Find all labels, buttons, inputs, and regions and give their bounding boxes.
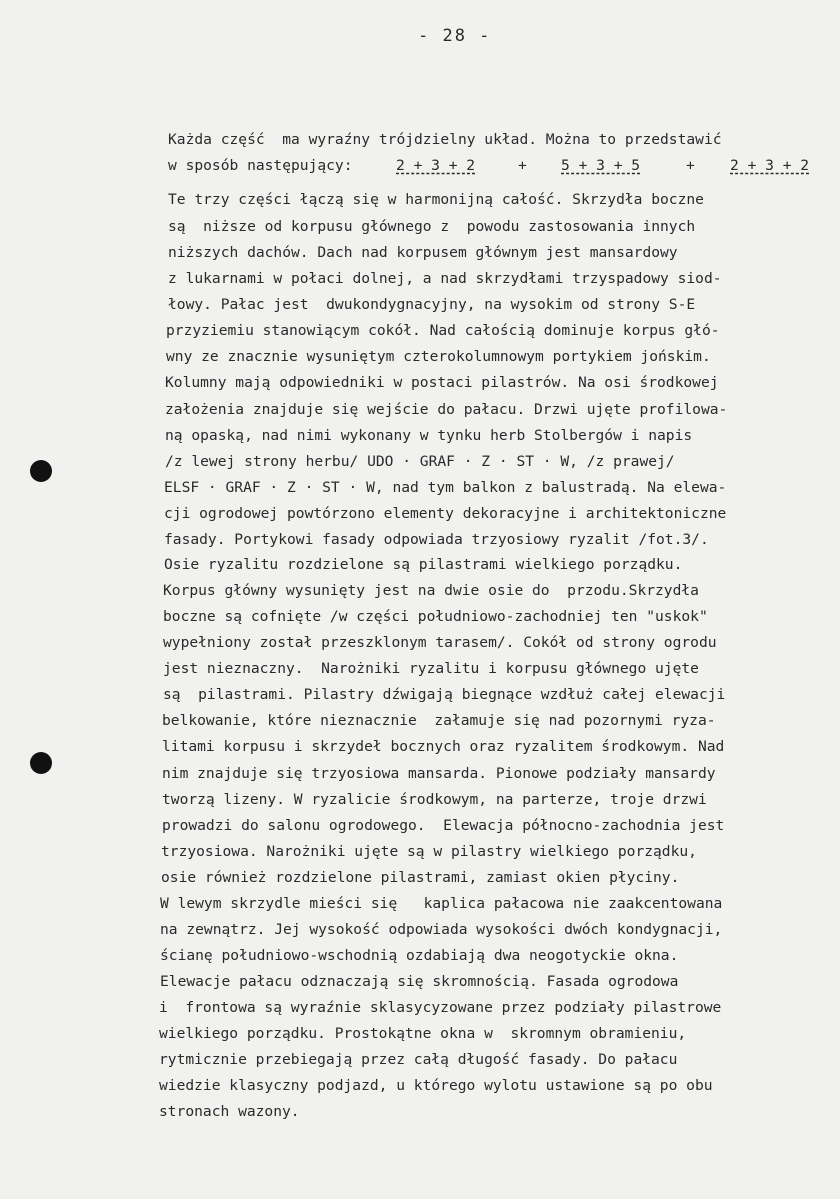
text-line: Te trzy części łączą się w harmonijną całość. Skrzydła boczne — [168, 191, 704, 208]
page-number: - 28 - — [418, 26, 492, 46]
text-line: rytmicznie przebiegają przez całą długość fasady. Do pałacu — [159, 1051, 678, 1068]
text-line: niższych dachów. Dach nad korpusem głównym jest mansardowy — [168, 244, 678, 261]
text-line: są niższe od korpusu głównego z powodu zastosowania innych — [168, 218, 696, 235]
text-line: osie również rozdzielone pilastrami, zamiast okien płyciny. — [161, 869, 680, 886]
text-line: cji ogrodowej powtórzono elementy dekoracyjne i architektoniczne — [164, 505, 727, 522]
text-line: wny ze znacznie wysuniętym czterokolumnowym portykiem jońskim. — [166, 348, 711, 365]
text-line: fasady. Portykowi fasady odpowiada trzyosiowy ryzalit /fot.3/. — [164, 531, 709, 548]
text-line: stronach wazony. — [159, 1103, 300, 1120]
formula-part-a: 2 + 3 + 2 — [396, 157, 476, 174]
text-line: przyziemiu stanowiącym cokół. Nad całością dominuje korpus głó- — [166, 322, 720, 339]
text-line: ną opaską, nad nimi wykonany w tynku herb Stolbergów i napis — [165, 427, 693, 444]
formula-lead: w sposób następujący: — [168, 157, 353, 174]
formula-part-b: 5 + 3 + 5 — [561, 157, 641, 174]
text-line: jest nieznaczny. Narożniki ryzalitu i korpusu głównego ujęte — [163, 660, 699, 677]
text-line: Elewacje pałacu odznaczają się skromnością. Fasada ogrodowa — [160, 973, 679, 990]
formula-plus-1: + — [518, 157, 527, 174]
formula-plus-2: + — [686, 157, 695, 174]
text-line: ELSF · GRAF · Z · ST · W, nad tym balkon z balustradą. Na elewa- — [164, 479, 727, 496]
text-line: W lewym skrzydle mieści się kaplica pałacowa nie zaakcentowana — [160, 895, 723, 912]
text-line: belkowanie, które nieznacznie załamuje się nad pozornymi ryza- — [162, 712, 716, 729]
text-line: na zewnątrz. Jej wysokość odpowiada wysokości dwóch kondygnacji, — [160, 921, 723, 938]
text-line: wypełniony został przeszklonym tarasem/. Cokół od strony ogrodu — [163, 634, 717, 651]
text-line: trzyosiowa. Narożniki ujęte są w pilastry wielkiego porządku, — [161, 843, 697, 860]
text-line: założenia znajduje się wejście do pałacu. Drzwi ujęte profilowa- — [165, 401, 728, 418]
text-line: nim znajduje się trzyosiowa mansarda. Pionowe podziały mansardy — [162, 765, 716, 782]
text-line: prowadzi do salonu ogrodowego. Elewacja północno-zachodnia jest — [162, 817, 725, 834]
text-line: wielkiego porządku. Prostokątne okna w skromnym obramieniu, — [159, 1025, 687, 1042]
text-line: Osie ryzalitu rozdzielone są pilastrami wielkiego porządku. — [164, 556, 683, 573]
text-line: /z lewej strony herbu/ UDO · GRAF · Z · ST · W, /z prawej/ — [165, 453, 675, 470]
text-line: Każda część ma wyraźny trójdzielny układ. Można to przedstawić — [168, 131, 722, 148]
text-line: z lukarnami w połaci dolnej, a nad skrzydłami trzyspadowy siod- — [168, 270, 722, 287]
text-line: ścianę południowo-wschodnią ozdabiają dwa neogotyckie okna. — [160, 947, 679, 964]
text-line: i frontowa są wyraźnie sklasycyzowane przez podziały pilastrowe — [159, 999, 722, 1016]
formula-part-c: 2 + 3 + 2 — [730, 157, 810, 174]
text-line: wiedzie klasyczny podjazd, u którego wylotu ustawione są po obu — [159, 1077, 713, 1094]
text-line: litami korpusu i skrzydeł bocznych oraz ryzalitem środkowym. Nad — [162, 738, 725, 755]
text-line: tworzą lizeny. W ryzalicie środkowym, na parterze, troje drzwi — [162, 791, 707, 808]
text-line: Kolumny mają odpowiedniki w postaci pilastrów. Na osi środkowej — [165, 374, 719, 391]
text-line: Korpus główny wysunięty jest na dwie osie do przodu.Skrzydła — [163, 582, 699, 599]
text-line: są pilastrami. Pilastry dźwigają biegnące wzdłuż całej elewacji — [163, 686, 726, 703]
text-line: łowy. Pałac jest dwukondygnacyjny, na wysokim od strony S-E — [168, 296, 696, 313]
text-line: boczne są cofnięte /w części południowo-zachodniej ten "uskok" — [163, 608, 708, 625]
